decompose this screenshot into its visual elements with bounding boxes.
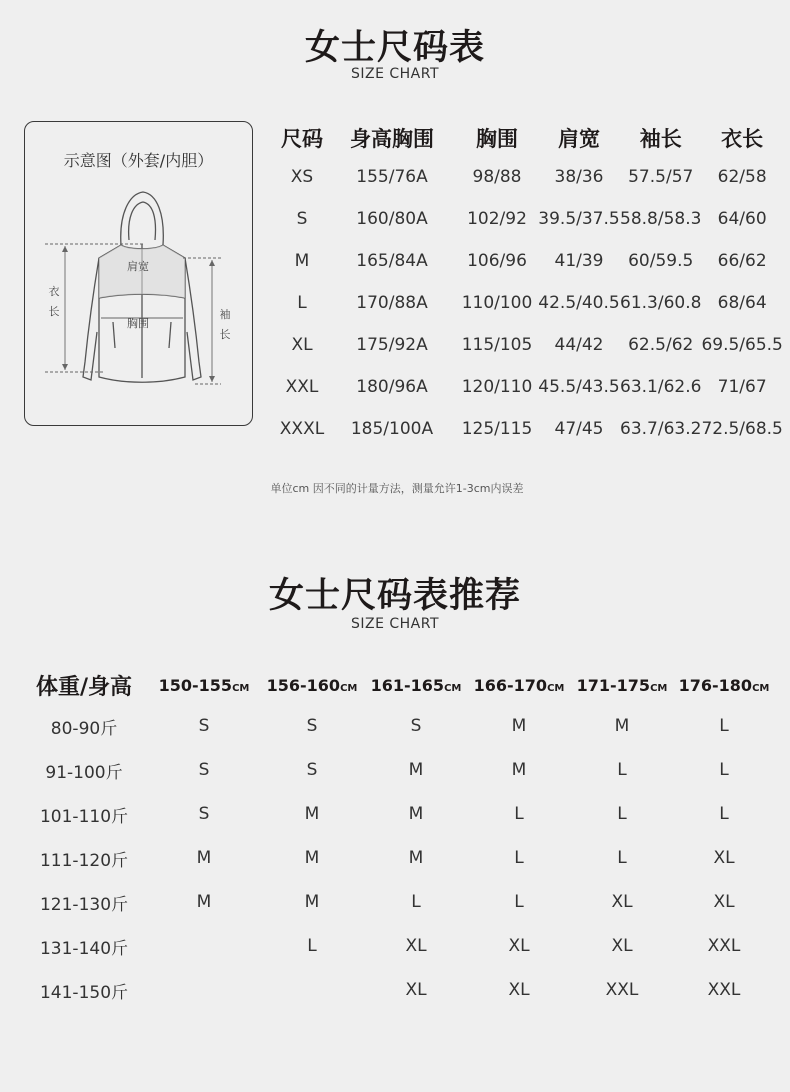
size-table-cell: 60/59.5	[628, 251, 694, 271]
recommended-size-cell: M	[196, 848, 212, 868]
size-table-cell: 47/45	[554, 419, 604, 439]
recommended-size-cell: XL	[713, 848, 735, 868]
recommended-size-cell: XL	[405, 980, 427, 1000]
recommended-size-cell: M	[614, 716, 630, 736]
recommended-size-cell: S	[198, 760, 210, 780]
size-table-cell: 63.7/63.2	[620, 419, 702, 439]
recommended-size-cell: L	[514, 892, 524, 912]
table-row	[276, 198, 783, 240]
height-range-unit: CM	[650, 682, 668, 694]
recommended-size-cell: XXL	[605, 980, 639, 1000]
size-table-cell: 64/60	[717, 209, 767, 229]
size-table-cell: 180/96A	[356, 377, 428, 397]
height-range-header	[364, 666, 468, 704]
label-sleeve-char-1: 袖	[219, 308, 231, 321]
measurement-note: 单位cm 因不同的计量方法，测量允许1-3cm内误差	[270, 482, 524, 495]
recommended-size-cell: S	[306, 760, 318, 780]
label-sleeve-char-2: 长	[219, 328, 231, 341]
recommended-size-cell: XXL	[707, 980, 741, 1000]
table-row	[276, 324, 783, 366]
weight-range-cell: 91-100斤	[45, 762, 123, 783]
size-table-cell: 62/58	[717, 167, 767, 187]
height-range-unit: CM	[232, 682, 250, 694]
recommended-size-cell: XL	[611, 892, 633, 912]
recommended-size-cell	[148, 924, 260, 968]
height-range-header	[260, 666, 364, 704]
size-table-cell: 170/88A	[356, 293, 428, 313]
height-range-header	[148, 666, 260, 704]
size-table-cell: 110/100	[461, 293, 533, 313]
recommended-size-cell: L	[719, 804, 729, 824]
table-row	[276, 156, 783, 198]
size-table-cell: 68/64	[717, 293, 767, 313]
table-row	[276, 282, 783, 324]
recommendation-subtitle: SIZE CHART	[350, 616, 440, 632]
table-row	[20, 704, 774, 748]
label-sleeve	[218, 305, 232, 345]
recommended-size-cell: L	[514, 804, 524, 824]
recommended-size-cell: XL	[405, 936, 427, 956]
recommended-size-cell: M	[408, 848, 424, 868]
recommended-size-cell	[148, 968, 260, 1012]
size-table-cell: 185/100A	[350, 419, 434, 439]
height-range-value: 166-170	[473, 675, 548, 695]
size-table-cell: 45.5/43.5	[538, 377, 620, 397]
size-table-cell: 38/36	[554, 167, 604, 187]
size-table-header-cell: 身高胸围	[350, 127, 434, 151]
size-table-cell: 44/42	[554, 335, 604, 355]
height-range-value: 176-180	[678, 675, 753, 695]
recommended-size-cell: XL	[508, 936, 530, 956]
table-row	[20, 968, 774, 1012]
recommended-size-cell: L	[617, 804, 627, 824]
size-table-header-cell: 袖长	[639, 127, 682, 151]
size-table-cell: 72.5/68.5	[701, 419, 783, 439]
weight-range-cell: 101-110斤	[39, 806, 129, 827]
size-table-cell: 58.8/58.3	[620, 209, 702, 229]
recommended-size-cell: XL	[611, 936, 633, 956]
height-range-unit: CM	[752, 682, 770, 694]
table-row	[20, 836, 774, 880]
height-range-value: 156-160	[266, 675, 341, 695]
label-length	[47, 282, 61, 322]
recommended-size-cell: S	[410, 716, 422, 736]
size-table-cell: 98/88	[472, 167, 522, 187]
table-row	[20, 792, 774, 836]
height-range-unit: CM	[547, 682, 565, 694]
size-table-cell: 57.5/57	[628, 167, 694, 187]
label-shoulder: 肩宽	[127, 260, 149, 273]
recommended-size-cell: S	[198, 804, 210, 824]
recommended-size-cell: S	[306, 716, 318, 736]
jacket-diagram	[24, 121, 253, 426]
recommended-size-cell: S	[198, 716, 210, 736]
size-table	[276, 120, 783, 450]
height-range-header	[674, 666, 774, 704]
table-row	[276, 240, 783, 282]
recommended-size-cell: XL	[713, 892, 735, 912]
size-table-cell: 125/115	[461, 419, 533, 439]
table-row	[20, 748, 774, 792]
size-table-cell: 62.5/62	[628, 335, 694, 355]
weight-range-cell: 141-150斤	[39, 982, 129, 1003]
recommended-size-cell: M	[408, 760, 424, 780]
height-range-header	[570, 666, 674, 704]
size-table-header-cell: 肩宽	[558, 127, 600, 151]
weight-range-cell: 111-120斤	[39, 850, 129, 871]
size-table-cell: L	[297, 293, 307, 313]
recommendation-title: 女士尺码表推荐	[268, 576, 521, 616]
size-table-cell: XXXL	[279, 419, 325, 439]
recommended-size-cell: M	[304, 804, 320, 824]
recommended-size-cell: M	[511, 716, 527, 736]
size-table-header-cell: 胸围	[476, 127, 518, 151]
size-table-cell: 63.1/62.6	[620, 377, 702, 397]
recommendation-corner-header: 体重/身高	[35, 674, 133, 700]
height-range-unit: CM	[340, 682, 358, 694]
recommended-size-cell: L	[617, 848, 627, 868]
table-row	[20, 924, 774, 968]
size-table-cell: 115/105	[461, 335, 533, 355]
recommended-size-cell: M	[304, 892, 320, 912]
size-table-cell: 120/110	[461, 377, 533, 397]
recommended-size-cell: XL	[508, 980, 530, 1000]
size-table-cell: 61.3/60.8	[620, 293, 702, 313]
recommended-size-cell: M	[408, 804, 424, 824]
weight-range-cell: 80-90斤	[50, 718, 118, 739]
size-table-cell: 42.5/40.5	[538, 293, 620, 313]
recommended-size-cell: L	[617, 760, 627, 780]
jacket-illustration	[25, 122, 254, 427]
weight-range-cell: 121-130斤	[39, 894, 129, 915]
size-table-cell: 41/39	[554, 251, 604, 271]
size-table-cell: XL	[291, 335, 313, 355]
recommended-size-cell: M	[196, 892, 212, 912]
size-table-header-row	[276, 120, 783, 156]
size-table-cell: 165/84A	[356, 251, 428, 271]
recommended-size-cell: L	[307, 936, 317, 956]
size-table-cell: XS	[290, 167, 314, 187]
height-range-value: 171-175	[576, 675, 651, 695]
height-range-value: 150-155	[158, 675, 233, 695]
size-table-cell: XXL	[285, 377, 319, 397]
recommended-size-cell: L	[719, 760, 729, 780]
size-table-cell: M	[294, 251, 310, 271]
size-table-cell: 106/96	[467, 251, 527, 271]
label-length-char-1: 衣	[48, 285, 60, 298]
size-table-cell: 175/92A	[356, 335, 428, 355]
table-row	[20, 880, 774, 924]
size-table-cell: 69.5/65.5	[701, 335, 783, 355]
recommended-size-cell: M	[511, 760, 527, 780]
size-chart-title: 女士尺码表	[304, 28, 485, 68]
height-range-header	[468, 666, 570, 704]
size-table-cell: 66/62	[717, 251, 767, 271]
table-row	[276, 366, 783, 408]
recommended-size-cell	[260, 968, 364, 1012]
height-range-unit: CM	[444, 682, 462, 694]
size-table-cell: 155/76A	[356, 167, 428, 187]
size-table-header-cell: 衣长	[721, 127, 764, 151]
weight-range-cell: 131-140斤	[39, 938, 129, 959]
recommended-size-cell: XXL	[707, 936, 741, 956]
size-table-cell: 39.5/37.5	[538, 209, 620, 229]
recommended-size-cell: L	[719, 716, 729, 736]
table-row	[276, 408, 783, 450]
recommended-size-cell: M	[304, 848, 320, 868]
label-length-char-2: 长	[48, 305, 60, 318]
recommended-size-cell: L	[514, 848, 524, 868]
label-chest: 胸围	[127, 317, 149, 330]
size-table-body	[276, 156, 783, 450]
recommendation-table-body	[20, 704, 774, 1012]
diagram-caption: 示意图（外套/内胆）	[63, 151, 214, 170]
recommended-size-cell: L	[411, 892, 421, 912]
recommendation-header-row	[20, 666, 774, 704]
recommendation-table	[20, 666, 774, 1012]
size-chart-subtitle: SIZE CHART	[350, 66, 440, 82]
size-table-cell: 160/80A	[356, 209, 428, 229]
size-table-cell: S	[296, 209, 308, 229]
size-table-header-cell: 尺码	[281, 127, 323, 151]
size-table-cell: 71/67	[717, 377, 767, 397]
height-range-value: 161-165	[370, 675, 445, 695]
size-table-cell: 102/92	[467, 209, 527, 229]
